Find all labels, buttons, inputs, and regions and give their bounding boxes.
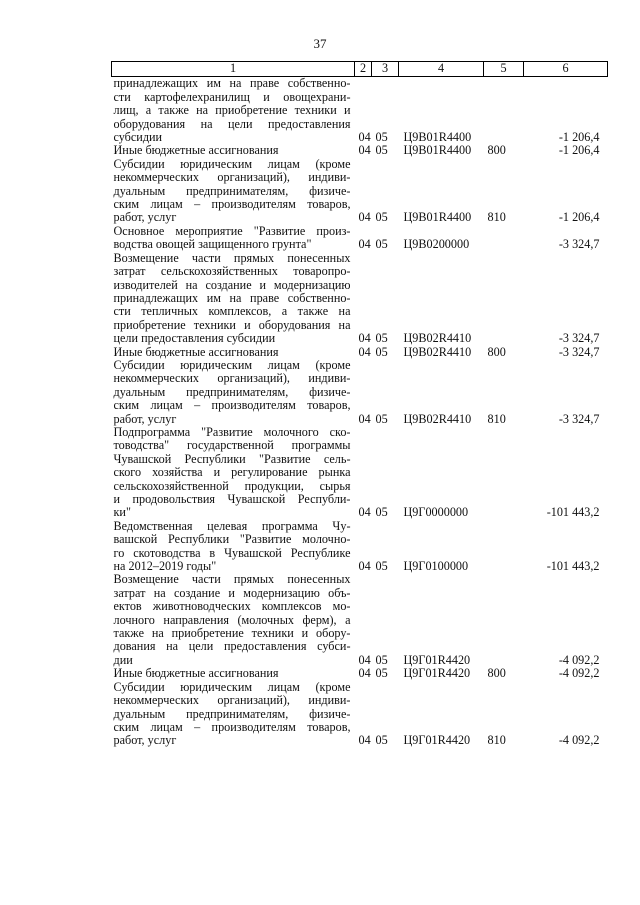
target-article-code: Ц9В01R4400 bbox=[403, 130, 472, 145]
description-line: сельскохозяйственной продукции, сырья bbox=[113, 478, 351, 493]
description-line: Субсидии юридическим лицам (кроме bbox=[113, 357, 351, 372]
description-line: ским лицам – производителям товаров, bbox=[113, 719, 351, 734]
description-line: дуальным предпринимателям, физиче- bbox=[113, 384, 351, 399]
row-description bbox=[112, 346, 355, 359]
expense-type-code bbox=[484, 252, 524, 346]
description-line: приобретение техники и оборудования на bbox=[113, 317, 351, 332]
subsection-code: 05 bbox=[375, 411, 388, 426]
table-row bbox=[112, 225, 608, 252]
description-line: принадлежащих им на праве собственно- bbox=[113, 290, 351, 305]
amount: -4 092,2 bbox=[558, 652, 600, 667]
target-article-code: Ц9Г0000000 bbox=[403, 505, 469, 520]
target-article-code: Ц9В02R4410 bbox=[403, 344, 472, 359]
description-line: Подпрограмма "Развитие молочного ско- bbox=[113, 424, 351, 439]
subsection-code: 05 bbox=[375, 652, 388, 667]
description-line: водства овощей защищенного грунта" bbox=[113, 237, 312, 252]
section-code: 04 bbox=[358, 505, 371, 520]
description-line: ским лицам – производителям товаров, bbox=[113, 398, 351, 413]
description-line: Иные бюджетные ассигнования bbox=[113, 344, 279, 359]
description-line: Иные бюджетные ассигнования bbox=[113, 143, 279, 158]
description-line: и продовольствия Чувашской Республи- bbox=[113, 492, 351, 506]
description-line: лочного направления (молочных ферм), а bbox=[113, 612, 351, 627]
amount: -3 324,7 bbox=[558, 344, 600, 359]
description-line: Субсидии юридическим лицам (кроме bbox=[113, 156, 351, 171]
description-line: некоммерческих организаций), индиви- bbox=[113, 371, 351, 386]
description-line: работ, услуг bbox=[113, 411, 177, 426]
section-code: 04 bbox=[358, 652, 371, 667]
description-line: принадлежащих им на праве собственно- bbox=[113, 76, 351, 91]
header-col-5: 5 bbox=[484, 62, 524, 77]
target-article-code: Ц9В01R4400 bbox=[403, 143, 472, 158]
row-description bbox=[112, 158, 355, 225]
expense-type-code bbox=[484, 520, 524, 574]
amount: -1 206,4 bbox=[558, 130, 600, 145]
table-row bbox=[112, 426, 608, 520]
expense-type-code: 800 bbox=[487, 666, 506, 681]
section-code: 04 bbox=[358, 411, 371, 426]
amount: -4 092,2 bbox=[558, 733, 600, 748]
subsection-code: 05 bbox=[375, 331, 388, 346]
subsection-code: 05 bbox=[375, 344, 388, 359]
page-number: 37 bbox=[313, 36, 327, 51]
expense-type-code: 800 bbox=[487, 143, 506, 158]
expense-type-code bbox=[484, 426, 524, 520]
table-row bbox=[112, 346, 608, 359]
section-code: 04 bbox=[358, 733, 371, 748]
description-line: Ведомственная целевая программа Чу- bbox=[113, 518, 351, 533]
section-code: 04 bbox=[358, 344, 371, 359]
row-description bbox=[112, 77, 355, 145]
row-description bbox=[112, 573, 355, 667]
table-row bbox=[112, 144, 608, 157]
amount: -1 206,4 bbox=[558, 143, 600, 158]
description-line: затрат на создание и модернизацию объ- bbox=[113, 585, 351, 600]
description-line: затрат сельскохозяйственных товаропро- bbox=[113, 264, 351, 279]
table-row bbox=[112, 252, 608, 346]
header-col-2: 2 bbox=[355, 62, 372, 77]
table-row bbox=[112, 681, 608, 748]
subsection-code: 05 bbox=[375, 666, 388, 681]
description-line: работ, услуг bbox=[113, 210, 177, 225]
description-line: Чувашской Республики "Развитие сель- bbox=[113, 451, 351, 466]
header-col-4: 4 bbox=[399, 62, 484, 77]
table-row bbox=[112, 667, 608, 680]
row-description bbox=[112, 144, 355, 157]
description-line: также на приобретение техники и обору- bbox=[113, 626, 351, 641]
target-article-code: Ц9В0200000 bbox=[403, 237, 470, 252]
description-line: Иные бюджетные ассигнования bbox=[113, 666, 279, 681]
target-article-code: Ц9Г0100000 bbox=[403, 559, 469, 574]
description-line: ки" bbox=[113, 505, 131, 520]
section-code: 04 bbox=[358, 666, 371, 681]
description-line: Возмещение части прямых понесенных bbox=[113, 572, 351, 587]
expense-type-code bbox=[484, 77, 524, 145]
row-description bbox=[112, 681, 355, 748]
subsection-code: 05 bbox=[375, 505, 388, 520]
amount: -101 443,2 bbox=[546, 505, 600, 520]
expense-type-code: 810 bbox=[487, 411, 506, 426]
subsection-code: 05 bbox=[375, 130, 388, 145]
expense-type-code: 810 bbox=[487, 210, 506, 225]
description-line: некоммерческих организаций), индиви- bbox=[113, 170, 351, 185]
table-row bbox=[112, 520, 608, 574]
row-description bbox=[112, 520, 355, 574]
target-article-code: Ц9В02R4410 bbox=[403, 411, 472, 426]
subsection-code: 05 bbox=[375, 237, 388, 252]
target-article-code: Ц9Г01R4420 bbox=[403, 733, 471, 748]
description-line: Субсидии юридическим лицам (кроме bbox=[113, 679, 351, 694]
header-col-1: 1 bbox=[112, 62, 355, 77]
description-line: товодства" государственной программы bbox=[113, 438, 351, 453]
description-line: вашской Республики "Развитие молочно- bbox=[113, 532, 351, 547]
expense-type-code: 810 bbox=[487, 733, 506, 748]
description-line: ского хозяйства и регулирование рынка bbox=[113, 465, 351, 480]
description-line: некоммерческих организаций), индиви- bbox=[113, 693, 351, 708]
section-code: 04 bbox=[358, 237, 371, 252]
description-line: работ, услуг bbox=[113, 733, 177, 748]
amount: -3 324,7 bbox=[558, 411, 600, 426]
table-row bbox=[112, 359, 608, 426]
description-line: Основное мероприятие "Развитие произ- bbox=[113, 223, 351, 238]
description-line: ектов животноводческих комплексов мо- bbox=[113, 599, 351, 614]
description-line: изводителей на создание и модернизацию bbox=[113, 277, 351, 292]
row-description bbox=[112, 225, 355, 252]
table-row bbox=[112, 158, 608, 225]
subsection-code: 05 bbox=[375, 210, 388, 225]
header-col-3: 3 bbox=[372, 62, 399, 77]
row-description bbox=[112, 359, 355, 426]
expense-type-code: 800 bbox=[487, 344, 506, 359]
description-line: дии bbox=[113, 652, 133, 667]
section-code: 04 bbox=[358, 331, 371, 346]
amount: -4 092,2 bbox=[558, 666, 600, 681]
description-line: ским лицам – производителям товаров, bbox=[113, 197, 351, 212]
description-line: лищ, а также на приобретение техники и bbox=[113, 103, 351, 118]
expense-type-code bbox=[484, 225, 524, 252]
description-line: дования на цели предоставления субси- bbox=[113, 639, 351, 654]
amount: -3 324,7 bbox=[558, 237, 600, 252]
table-body bbox=[112, 77, 608, 748]
section-code: 04 bbox=[358, 143, 371, 158]
subsection-code: 05 bbox=[375, 143, 388, 158]
section-code: 04 bbox=[358, 130, 371, 145]
table-row bbox=[112, 77, 608, 145]
description-line: го скотоводства в Чувашской Республике bbox=[113, 545, 351, 560]
subsection-code: 05 bbox=[375, 559, 388, 574]
row-description bbox=[112, 426, 355, 520]
section-code: 04 bbox=[358, 559, 371, 574]
section-code: 04 bbox=[358, 210, 371, 225]
target-article-code: Ц9В01R4400 bbox=[403, 210, 472, 225]
amount: -101 443,2 bbox=[546, 559, 600, 574]
row-description bbox=[112, 667, 355, 680]
budget-table bbox=[111, 61, 608, 748]
subsection-code: 05 bbox=[375, 733, 388, 748]
target-article-code: Ц9Г01R4420 bbox=[403, 652, 471, 667]
table-row bbox=[112, 573, 608, 667]
description-line: сти тепличных комплексов, а также на bbox=[113, 304, 351, 319]
target-article-code: Ц9В02R4410 bbox=[403, 331, 472, 346]
target-article-code: Ц9Г01R4420 bbox=[403, 666, 471, 681]
table-header bbox=[112, 62, 608, 77]
row-description bbox=[112, 252, 355, 346]
description-line: субсидии bbox=[113, 130, 163, 145]
header-col-6: 6 bbox=[524, 62, 608, 77]
description-line: дуальным предпринимателям, физиче- bbox=[113, 706, 351, 721]
description-line: на 2012–2019 годы" bbox=[113, 559, 217, 574]
description-line: Возмещение части прямых понесенных bbox=[113, 250, 351, 265]
description-line: сти картофелехранилищ и овощехрани- bbox=[113, 89, 351, 104]
description-line: оборудования на цели предоставления bbox=[113, 116, 351, 131]
amount: -1 206,4 bbox=[558, 210, 600, 225]
amount: -3 324,7 bbox=[558, 331, 600, 346]
description-line: цели предоставления субсидии bbox=[113, 331, 276, 346]
description-line: дуальным предпринимателям, физиче- bbox=[113, 183, 351, 198]
expense-type-code bbox=[484, 573, 524, 667]
